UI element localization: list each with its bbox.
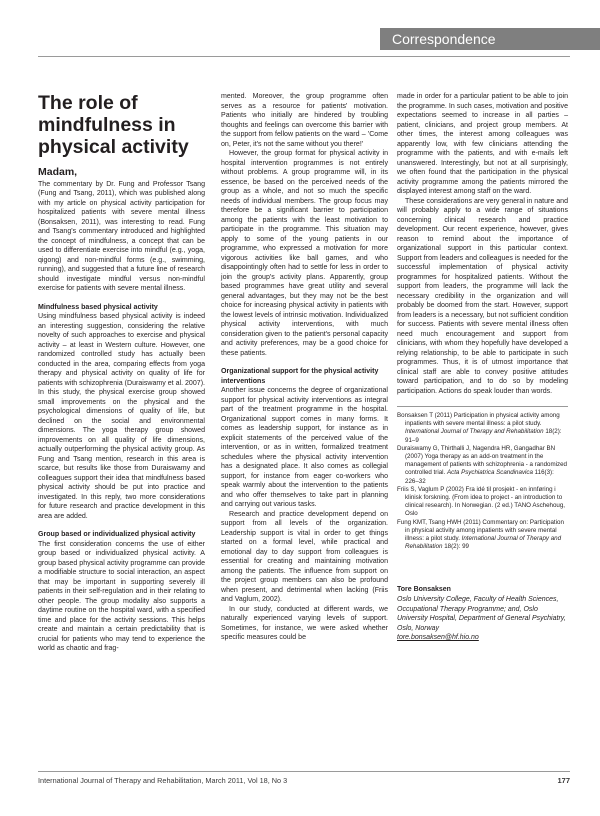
reference-item: Duraiswamy G, Thirthalli J, Nagendra HR, Gangadhar BN (2007) Yoga therapy as an add-on treatment in the management of patients with schizophrenia - a randomized controlled trial. Acta Psychiatrica Scandinavica 116(3): 226–32 — [397, 444, 567, 485]
column-1 — [38, 92, 205, 654]
salutation: Madam, — [38, 166, 78, 178]
article-title: The role of mindfulness in physical activity — [38, 92, 189, 158]
author-affiliation: Oslo University College, Faculty of Health Sciences, Occupational Therapy Programme; and, Oslo University Hospital, Department of General Psychiatry, — [397, 596, 566, 623]
paragraph: In our study, conducted at different wards, we naturally experienced varying levels of support. Sometimes, for instance, we were asked whether specific measures could be — [221, 605, 388, 641]
author-city: Oslo, Norway — [397, 624, 440, 632]
reference-list — [397, 406, 568, 551]
section-heading: Organizational support for the physical activity interventions — [221, 368, 379, 385]
paragraph: made in order for a particular patient to be able to join the programme. In such cases, motivation and positive expectations seemed to increase in all parties – patient, clinicians, and project group members. At other times, the interest among colleagues was apparently low, with few clinicians attending the programme with the patients, and with e-mails left unanswered. Interestingly, but not at all surprisingly, we often found that the participation in the physical activity programme among the patients mirrored the displayed interest among staff on the ward. — [397, 93, 568, 195]
page-number: 177 — [557, 776, 570, 785]
header-divider — [38, 56, 570, 57]
reference-item: Bonsaksen T (2011) Participation in physical activity among inpatients with severe mental illness: a pilot study. International Journal of Therapy and Rehabilitation 18(2): 91–9 — [397, 412, 562, 444]
paragraph: The first consideration concerns the use of either group based or individualized physical activity. A group based physical activity programme can provide a modifiable structure to social interaction, an aspect that may be important in supporting severely ill patients in their self-regulation and in their relating to other people. The group modality also supports a daytime routine on the hospital ward, with a specified time and place for the activity sessions. This helps create and maintain a certain predictability that is crucial for patients who may tend to experience the world as chaotic and frag- — [38, 540, 205, 652]
footer-divider — [38, 771, 570, 772]
paragraph: The commentary by Dr. Fung and Professor Tsang (Fung and Tsang, 2011), which was published along with my article on physical activity participation for hospitalized patients with severe mental illness (Bonsaksen, 2011), was interesting to read. Fung and Tsang's commentary introduced and highlighted the concept of mindfulness, a concept that can be used to differentiate exercise into mindful (e.g., yoga, qigong) and non-mindful forms (e.g., swimming, running), and suggested that a future line of research should investigate mindful versus non-mindful exercise for patients with severe mental illness. — [38, 180, 205, 292]
paragraph: mented. Moreover, the group programme often serves as a resource for patients' motivation. Patients who initially are hindered by troubling thoughts and feelings can overcome this barrier with the support from fellow patients on the ward – 'Come on, Peter, it's not the same without you there!' — [221, 93, 388, 148]
section-heading: Mindfulness based physical activity — [38, 303, 158, 311]
column-2 — [221, 92, 388, 643]
footer-journal-info: International Journal of Therapy and Rehabilitation, March 2011, Vol 18, No 3 — [38, 776, 288, 785]
author-email-link[interactable]: tore.bonsaksen@hf.hio.no — [397, 634, 479, 642]
section-header: Correspondence — [380, 28, 600, 50]
section-heading: Group based or individualized physical activity — [38, 531, 196, 538]
paragraph: These considerations are very general in nature and will probably apply to a wide range of situations concerning clinical research and practice development. Our recent experience, however, gives reason to remind about the importance of organizational support in this particular context. Support from leaders and colleagues is needed for the successful implementation of physical activity programmes for hospitalized patients. Without the support from leaders, the programme will lack the necessary credibility in the organization and will probably be doomed from the start. However, support from leaders is a necessary, but not sufficient condition for success. Patients with severe mental illness often need much encouragement and support from clinicians, with whom they hopefully have developed a relying relationship, to be able to participate in such programmes. Thus, it is of utmost importance that clinical staff are able to convey positive attitudes toward participation, and to do so by modeling participation. Actions do speak louder than words. — [397, 197, 568, 395]
paragraph: However, the group format for physical activity in hospital intervention programmes is not entirely without problems. A group programme will, in its essence, be based on the perceived needs of the group as a whole, and not so much the specific needs of individual members. The group focus may therefore be a significant barrier to participation among the patients with the least motivation to participate in the programme. This situation may apply to some of the young patients in our programme, who expressed a motivation for more vigorous activities like ball games, and who disappointingly often had to settle for less in order to join the group's activity plans. Apparently, group based programmes have great utility and several general advantages, but they may not be the best choice for increasing physical activity in patients with the lowest levels of intrinsic motivation. Individualized physical activity interventions, with much consideration given to the patient's personal capacity and activity preferences, may be a good choice for these patients. — [221, 150, 388, 357]
reference-item: Fung KMT, Tsang HWH (2011) Commentary on: Participation in physical activity among inpatients with severe mental illness: a pilot study. International Journal of Therapy and Rehabilitation 18(2): 99 — [397, 518, 564, 551]
paragraph: Another issue concerns the degree of organizational support for physical activity interventions as integral part of the treatment programme in the hospital. Organizational support comes in many forms. It comes as leadership support, for instance as in explicit statements of the perceived value of the intervention, or as in written, formalized treatment schedules where the physical activity intervention has a designated place. It also comes as collegial support, for instance from eager co-workers who speak warmly about the intervention to the patients and who offer themselves to take part in planning and carrying out various tasks. — [221, 387, 388, 508]
column-3 — [397, 92, 568, 643]
author-block — [397, 585, 568, 643]
reference-item: Friis S, Vaglum P (2002) Fra idé til prosjekt - en innføring i klinisk forskning. (From idea to project - an introduction to clinical research). In Norwegian. (2 ed.) TANO Aschehoug, Oslo — [397, 485, 566, 518]
paragraph: Research and practice development depend on support from all levels of the organization. Leadership support is vital in order to get things started on a formal level, while practical and emotional day to day support from colleagues is essential for creating and maintaining motivation among the patients. The influence from support on the project group members can also be profound when present, and detrimental when lacking (Friis and Vaglum, 2002). — [221, 510, 388, 603]
paragraph: Using mindfulness based physical activity is indeed an interesting suggestion, considering the relative novelty of such approaches to exercise and physical activity – at least in Western culture. However, one randomized controlled study has actually been conducted in the area, comparing effects from yoga therapy and physical activity on quality of life for patients with schizophrenia (Duraiswamy et al. 2007). In this study, the physical exercise group showed small improvements on the physical and the psychological dimensions of quality of life, but declined on the social and environmental dimensions. The yoga therapy group showed improvements on all quality of life dimensions, actually outperforming the physical activity group. As Fung and Tsang mention, research in this area is scarce, but results like those from Duraiswamy and colleagues support their idea that mindfulness based physical activity should be put into practice and investigated. In this reply, two more considerations for future research and practice development in this area are added. — [38, 313, 205, 520]
author-name: Tore Bonsaksen — [397, 586, 451, 594]
